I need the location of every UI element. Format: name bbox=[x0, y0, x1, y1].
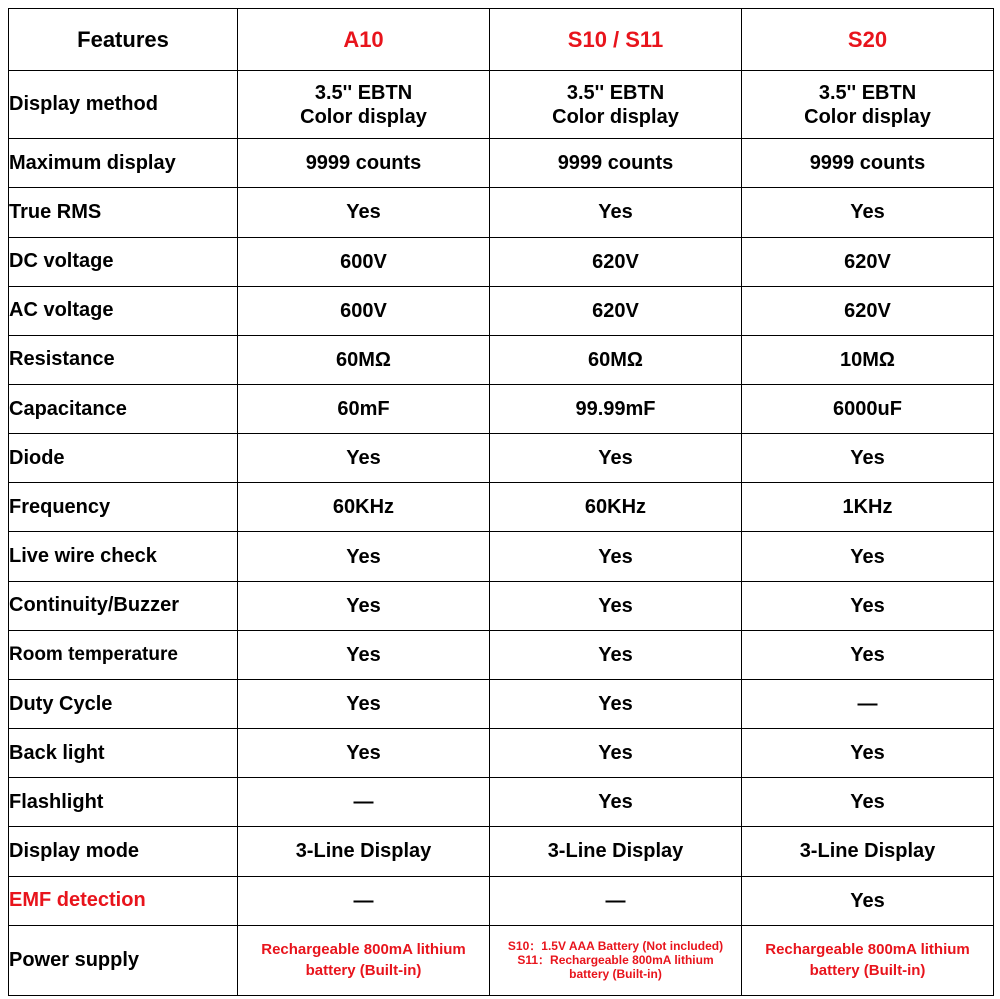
cell-s20: Yes bbox=[742, 630, 994, 679]
cell-s10-s11: 620V bbox=[490, 237, 742, 286]
cell-a10: 600V bbox=[238, 237, 490, 286]
cell-a10: Yes bbox=[238, 434, 490, 483]
cell-s20: 620V bbox=[742, 286, 994, 335]
cell-s20: Yes bbox=[742, 778, 994, 827]
cell-s10-s11: Yes bbox=[490, 778, 742, 827]
cell-a10 bbox=[238, 925, 490, 995]
table-row-true-rms bbox=[9, 188, 994, 237]
table-row-maximum-display bbox=[9, 139, 994, 188]
cell-a10: Yes bbox=[238, 532, 490, 581]
cell-s20: 9999 counts bbox=[742, 139, 994, 188]
cell-line: Color display bbox=[804, 105, 931, 128]
cell-a10 bbox=[238, 71, 490, 139]
table-row-power-supply bbox=[9, 925, 994, 995]
cell-s10-s11: 60MΩ bbox=[490, 335, 742, 384]
cell-line: S10：1.5V AAA Battery (Not included) bbox=[507, 939, 724, 954]
cell-s20: Yes bbox=[742, 581, 994, 630]
cell-s20: 1KHz bbox=[742, 483, 994, 532]
cell-s10-s11: 9999 counts bbox=[490, 139, 742, 188]
cell-s20: Yes bbox=[742, 188, 994, 237]
row-label: Maximum display bbox=[9, 139, 238, 188]
row-label: Live wire check bbox=[9, 532, 238, 581]
table-row-emf-detection bbox=[9, 876, 994, 925]
header-model-a10: A10 bbox=[238, 9, 490, 71]
table-row-frequency bbox=[9, 483, 994, 532]
cell-s10-s11: 3-Line Display bbox=[490, 827, 742, 876]
cell-s10-s11: 620V bbox=[490, 286, 742, 335]
cell-s10-s11 bbox=[490, 71, 742, 139]
row-label: Flashlight bbox=[9, 778, 238, 827]
cell-s20: Yes bbox=[742, 434, 994, 483]
cell-s10-s11: Yes bbox=[490, 532, 742, 581]
table-row-duty-cycle bbox=[9, 679, 994, 728]
table-row-resistance bbox=[9, 335, 994, 384]
row-label: Back light bbox=[9, 729, 238, 778]
row-label: Display method bbox=[9, 71, 238, 139]
table-row-room-temperature bbox=[9, 630, 994, 679]
row-label: Duty Cycle bbox=[9, 679, 238, 728]
cell-s20: 620V bbox=[742, 237, 994, 286]
cell-s20: Yes bbox=[742, 532, 994, 581]
row-label: EMF detection bbox=[9, 876, 238, 925]
cell-a10: — bbox=[238, 876, 490, 925]
cell-a10: Yes bbox=[238, 630, 490, 679]
cell-line: battery (Built-in) bbox=[809, 962, 926, 980]
cell-line: battery (Built-in) bbox=[305, 962, 422, 980]
cell-s10-s11: Yes bbox=[490, 188, 742, 237]
cell-s10-s11: Yes bbox=[490, 581, 742, 630]
cell-line: Color display bbox=[552, 105, 679, 128]
cell-a10: 60mF bbox=[238, 385, 490, 434]
row-label: Room temperature bbox=[9, 630, 238, 679]
row-label: AC voltage bbox=[9, 286, 238, 335]
spec-comparison-table bbox=[8, 8, 994, 996]
cell-s20: 6000uF bbox=[742, 385, 994, 434]
table-row-display-method bbox=[9, 71, 994, 139]
cell-s20: Yes bbox=[742, 729, 994, 778]
cell-a10: Yes bbox=[238, 729, 490, 778]
header-model-s10-s11: S10 / S11 bbox=[490, 9, 742, 71]
cell-line: Rechargeable 800mA lithium bbox=[765, 941, 970, 959]
cell-s20: — bbox=[742, 679, 994, 728]
cell-a10: 60MΩ bbox=[238, 335, 490, 384]
table-row-live-wire-check bbox=[9, 532, 994, 581]
row-label: Resistance bbox=[9, 335, 238, 384]
header-features: Features bbox=[9, 9, 238, 71]
cell-s20: 3-Line Display bbox=[742, 827, 994, 876]
cell-line: 3.5'' EBTN bbox=[566, 81, 665, 104]
table-row-display-mode bbox=[9, 827, 994, 876]
table-row-ac-voltage bbox=[9, 286, 994, 335]
cell-s20 bbox=[742, 71, 994, 139]
header-model-s20: S20 bbox=[742, 9, 994, 71]
table-row-diode bbox=[9, 434, 994, 483]
row-label: Frequency bbox=[9, 483, 238, 532]
cell-s10-s11: Yes bbox=[490, 434, 742, 483]
cell-s10-s11: Yes bbox=[490, 630, 742, 679]
table-row-flashlight bbox=[9, 778, 994, 827]
cell-a10: Yes bbox=[238, 188, 490, 237]
cell-s20: 10MΩ bbox=[742, 335, 994, 384]
cell-a10: 3-Line Display bbox=[238, 827, 490, 876]
cell-s10-s11: 99.99mF bbox=[490, 385, 742, 434]
cell-line: Color display bbox=[300, 105, 427, 128]
header-row bbox=[9, 9, 994, 71]
cell-line: 3.5'' EBTN bbox=[314, 81, 413, 104]
table-row-capacitance bbox=[9, 385, 994, 434]
cell-s10-s11: Yes bbox=[490, 679, 742, 728]
row-label: Power supply bbox=[9, 925, 238, 995]
cell-line: S11：Rechargeable 800mA lithium bbox=[517, 953, 714, 968]
cell-s20: Yes bbox=[742, 876, 994, 925]
cell-a10: Yes bbox=[238, 581, 490, 630]
cell-line: 3.5'' EBTN bbox=[818, 81, 917, 104]
table-row-back-light bbox=[9, 729, 994, 778]
row-label: True RMS bbox=[9, 188, 238, 237]
cell-s10-s11: 60KHz bbox=[490, 483, 742, 532]
row-label: Capacitance bbox=[9, 385, 238, 434]
cell-line: Rechargeable 800mA lithium bbox=[261, 941, 466, 959]
cell-s20 bbox=[742, 925, 994, 995]
cell-a10: Yes bbox=[238, 679, 490, 728]
row-label: Continuity/Buzzer bbox=[9, 581, 238, 630]
cell-a10: 600V bbox=[238, 286, 490, 335]
cell-s10-s11: Yes bbox=[490, 729, 742, 778]
cell-s10-s11 bbox=[490, 925, 742, 995]
cell-s10-s11: — bbox=[490, 876, 742, 925]
table-row-dc-voltage bbox=[9, 237, 994, 286]
row-label: DC voltage bbox=[9, 237, 238, 286]
row-label: Diode bbox=[9, 434, 238, 483]
table-row-continuity-buzzer bbox=[9, 581, 994, 630]
row-label: Display mode bbox=[9, 827, 238, 876]
cell-a10: 60KHz bbox=[238, 483, 490, 532]
cell-line: battery (Built-in) bbox=[569, 967, 662, 982]
cell-a10: — bbox=[238, 778, 490, 827]
cell-a10: 9999 counts bbox=[238, 139, 490, 188]
